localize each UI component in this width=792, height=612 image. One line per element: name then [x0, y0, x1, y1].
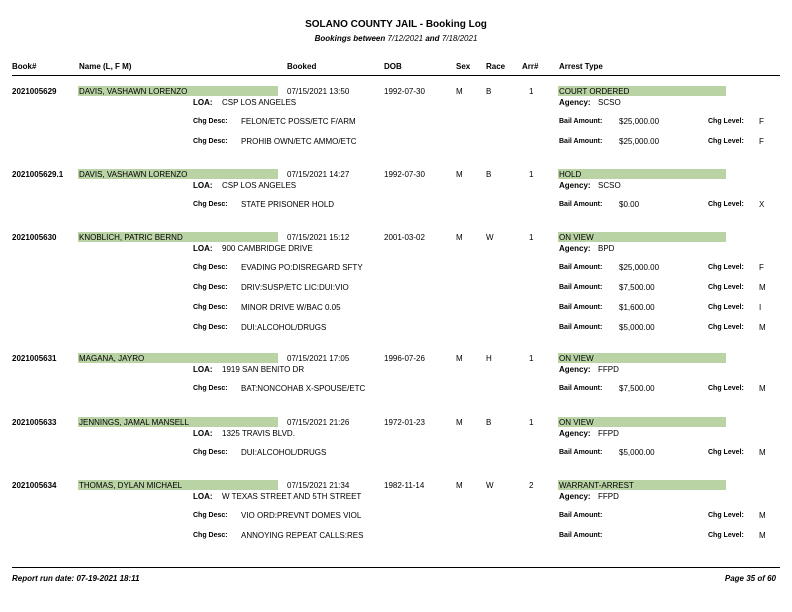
charge-level: M [759, 283, 766, 292]
booked-datetime: 07/15/2021 15:12 [287, 233, 350, 242]
bail-amount: $1,600.00 [619, 303, 655, 312]
charge-level: F [759, 137, 764, 146]
page-number: Page 35 of 60 [724, 574, 776, 583]
loa-value: CSP LOS ANGELES [222, 181, 297, 190]
sex: M [456, 481, 463, 490]
bail-amount: $5,000.00 [619, 323, 655, 332]
chg-desc-label: Chg Desc: [193, 118, 228, 125]
race: H [486, 354, 492, 363]
agency-value: FFPD [598, 365, 619, 374]
charge-description: ANNOYING REPEAT CALLS:RES [241, 531, 364, 540]
col-header-race: Race [486, 62, 506, 71]
loa-value: 1325 TRAVIS BLVD. [222, 429, 295, 438]
chg-desc-label: Chg Desc: [193, 512, 228, 519]
bail-amount: $25,000.00 [619, 137, 660, 146]
bail-amount: $25,000.00 [619, 117, 660, 126]
report-run-date: Report run date: 07-19-2021 18:11 [12, 574, 140, 583]
charge-description: VIO ORD:PREVNT DOMES VIOL [241, 511, 362, 520]
chg-level-label: Chg Level: [708, 201, 744, 208]
book-number: 2021005629 [12, 87, 57, 96]
bail-amount: $5,000.00 [619, 448, 655, 457]
arrest-type-highlight [558, 169, 726, 179]
charge-level: M [759, 448, 766, 457]
agency-value: FFPD [598, 492, 619, 501]
inmate-name: DAVIS, VASHAWN LORENZO [79, 170, 188, 179]
booked-datetime: 07/15/2021 21:34 [287, 481, 350, 490]
agency-label: Agency: [559, 429, 591, 438]
subtitle-to-date: 7/18/2021 [441, 34, 478, 43]
book-number: 2021005634 [12, 481, 57, 490]
charge-level: I [759, 303, 762, 312]
date-of-birth: 1982-11-14 [384, 481, 425, 490]
agency-label: Agency: [559, 492, 591, 501]
loa-value: CSP LOS ANGELES [222, 98, 297, 107]
loa-label: LOA: [193, 365, 213, 374]
loa-label: LOA: [193, 98, 213, 107]
arrest-type: ON VIEW [559, 354, 594, 363]
inmate-name: MAGANA, JAYRO [79, 354, 145, 363]
bail-amount: $25,000.00 [619, 263, 660, 272]
chg-level-label: Chg Level: [708, 118, 744, 125]
col-header-sex: Sex [456, 62, 471, 71]
agency-label: Agency: [559, 244, 591, 253]
chg-level-label: Chg Level: [708, 138, 744, 145]
bail-amount: $7,500.00 [619, 283, 655, 292]
loa-label: LOA: [193, 181, 213, 190]
bail-amount-label: Bail Amount: [559, 304, 603, 311]
arrest-number: 1 [529, 233, 534, 242]
charge-level: F [759, 117, 764, 126]
col-header-book: Book# [12, 62, 37, 71]
loa-value: 1919 SAN BENITO DR [222, 365, 305, 374]
booked-datetime: 07/15/2021 14:27 [287, 170, 350, 179]
charge-level: M [759, 384, 766, 393]
loa-label: LOA: [193, 492, 213, 501]
bail-amount-label: Bail Amount: [559, 284, 603, 291]
inmate-name: THOMAS, DYLAN MICHAEL [79, 481, 183, 490]
charge-description: DUI:ALCOHOL/DRUGS [241, 323, 327, 332]
bail-amount: $7,500.00 [619, 384, 655, 393]
chg-level-label: Chg Level: [708, 532, 744, 539]
agency-label: Agency: [559, 98, 591, 107]
chg-level-label: Chg Level: [708, 449, 744, 456]
loa-label: LOA: [193, 429, 213, 438]
date-of-birth: 1992-07-30 [384, 170, 425, 179]
sex: M [456, 170, 463, 179]
col-header-arrest-type: Arrest Type [559, 62, 603, 71]
bail-amount-label: Bail Amount: [559, 532, 603, 539]
charge-level: F [759, 263, 764, 272]
header-rule [12, 75, 780, 76]
footer-rule [12, 567, 780, 568]
bail-amount-label: Bail Amount: [559, 385, 603, 392]
sex: M [456, 233, 463, 242]
booked-datetime: 07/15/2021 17:05 [287, 354, 350, 363]
date-of-birth: 1996-07-26 [384, 354, 425, 363]
chg-level-label: Chg Level: [708, 284, 744, 291]
charge-description: MINOR DRIVE W/BAC 0.05 [241, 303, 341, 312]
arrest-number: 1 [529, 354, 534, 363]
charge-description: FELON/ETC POSS/ETC F/ARM [241, 117, 356, 126]
date-of-birth: 1992-07-30 [384, 87, 425, 96]
loa-value: W TEXAS STREET AND 5TH STREET [222, 492, 362, 501]
agency-value: SCSO [598, 181, 621, 190]
arrest-number: 1 [529, 87, 534, 96]
charge-level: M [759, 531, 766, 540]
charge-description: PROHIB OWN/ETC AMMO/ETC [241, 137, 357, 146]
chg-level-label: Chg Level: [708, 385, 744, 392]
chg-desc-label: Chg Desc: [193, 264, 228, 271]
race: B [486, 418, 492, 427]
booked-datetime: 07/15/2021 21:26 [287, 418, 350, 427]
arrest-number: 2 [529, 481, 534, 490]
arrest-type: ON VIEW [559, 233, 594, 242]
race: B [486, 87, 492, 96]
arrest-type: HOLD [559, 170, 582, 179]
arrest-number: 1 [529, 170, 534, 179]
bail-amount-label: Bail Amount: [559, 118, 603, 125]
agency-value: FFPD [598, 429, 619, 438]
chg-desc-label: Chg Desc: [193, 284, 228, 291]
sex: M [456, 354, 463, 363]
charge-level: X [759, 200, 765, 209]
book-number: 2021005629.1 [12, 170, 64, 179]
chg-level-label: Chg Level: [708, 264, 744, 271]
charge-description: DUI:ALCOHOL/DRUGS [241, 448, 327, 457]
arrest-number: 1 [529, 418, 534, 427]
chg-level-label: Chg Level: [708, 304, 744, 311]
booked-datetime: 07/15/2021 13:50 [287, 87, 350, 96]
book-number: 2021005630 [12, 233, 57, 242]
chg-desc-label: Chg Desc: [193, 532, 228, 539]
chg-desc-label: Chg Desc: [193, 449, 228, 456]
chg-desc-label: Chg Desc: [193, 385, 228, 392]
loa-label: LOA: [193, 244, 213, 253]
inmate-name: DAVIS, VASHAWN LORENZO [79, 87, 188, 96]
subtitle-prefix: Bookings between [314, 34, 386, 43]
charge-description: DRIV:SUSP/ETC LIC:DUI:VIO [241, 283, 349, 292]
sex: M [456, 418, 463, 427]
race: B [486, 170, 492, 179]
col-header-arr: Arr# [522, 62, 539, 71]
agency-value: BPD [598, 244, 615, 253]
agency-label: Agency: [559, 181, 591, 190]
loa-value: 900 CAMBRIDGE DRIVE [222, 244, 313, 253]
col-header-dob: DOB [384, 62, 402, 71]
inmate-name: KNOBLICH, PATRIC BERND [79, 233, 183, 242]
bail-amount-label: Bail Amount: [559, 264, 603, 271]
race: W [486, 481, 494, 490]
sex: M [456, 87, 463, 96]
bail-amount-label: Bail Amount: [559, 201, 603, 208]
charge-level: M [759, 323, 766, 332]
report-title: SOLANO COUNTY JAIL - Booking Log [305, 19, 487, 30]
book-number: 2021005633 [12, 418, 57, 427]
chg-desc-label: Chg Desc: [193, 304, 228, 311]
chg-level-label: Chg Level: [708, 512, 744, 519]
charge-description: EVADING PO:DISREGARD SFTY [241, 263, 363, 272]
inmate-name: JENNINGS, JAMAL MANSELL [79, 418, 189, 427]
chg-desc-label: Chg Desc: [193, 201, 228, 208]
bail-amount-label: Bail Amount: [559, 138, 603, 145]
date-of-birth: 1972-01-23 [384, 418, 425, 427]
col-header-booked: Booked [287, 62, 317, 71]
date-of-birth: 2001-03-02 [384, 233, 425, 242]
chg-level-label: Chg Level: [708, 324, 744, 331]
chg-desc-label: Chg Desc: [193, 324, 228, 331]
arrest-type: WARRANT-ARREST [559, 481, 634, 490]
bail-amount-label: Bail Amount: [559, 324, 603, 331]
subtitle-from-date: 7/12/2021 [387, 34, 424, 43]
agency-value: SCSO [598, 98, 621, 107]
bail-amount-label: Bail Amount: [559, 512, 603, 519]
bail-amount: $0.00 [619, 200, 640, 209]
arrest-type: ON VIEW [559, 418, 594, 427]
report-subtitle [0, 34, 792, 43]
chg-desc-label: Chg Desc: [193, 138, 228, 145]
col-header-name: Name (L, F M) [79, 62, 132, 71]
arrest-type: COURT ORDERED [559, 87, 630, 96]
charge-description: BAT:NONCOHAB X-SPOUSE/ETC [241, 384, 366, 393]
bail-amount-label: Bail Amount: [559, 449, 603, 456]
charge-level: M [759, 511, 766, 520]
book-number: 2021005631 [12, 354, 57, 363]
agency-label: Agency: [559, 365, 591, 374]
charge-description: STATE PRISONER HOLD [241, 200, 335, 209]
subtitle-and: and [425, 34, 440, 43]
race: W [486, 233, 494, 242]
